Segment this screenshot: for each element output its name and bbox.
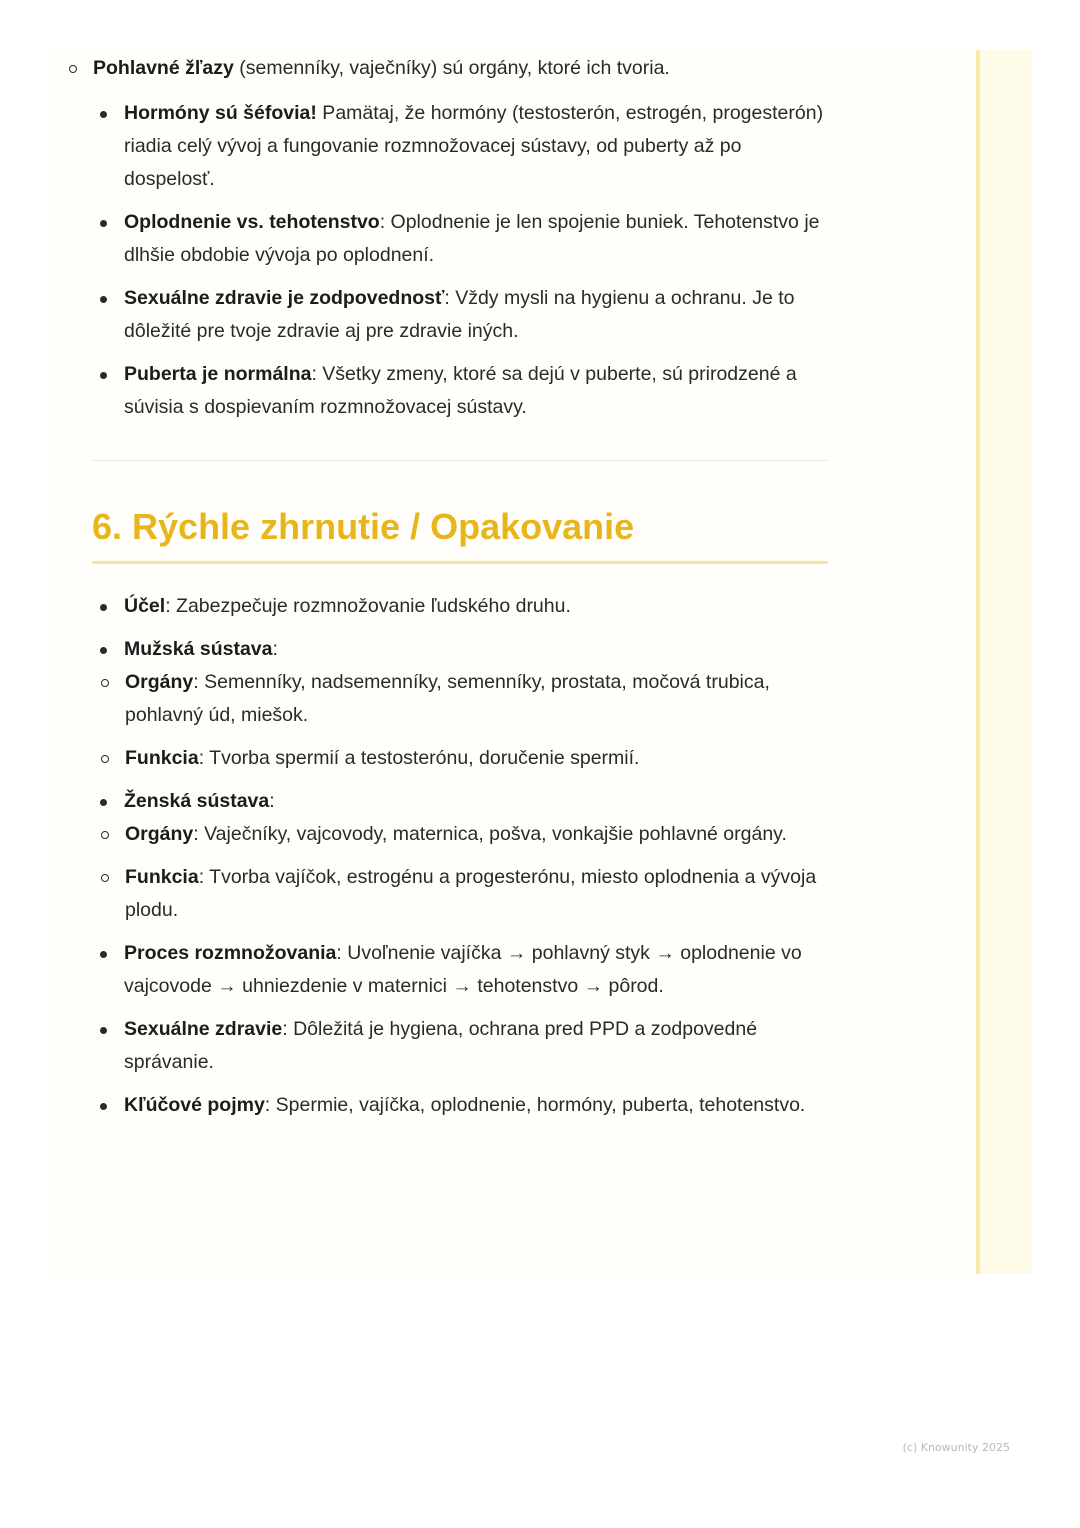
list-item-pohlavne-zlazy: Pohlavné žľazy (semenníky, vaječníky) sú orgány, ktoré ich tvoria. [60,52,828,85]
list-item-klucove-pojmy: Kľúčové pojmy: Spermie, vajíčka, oplodnenie, hormóny, puberta, tehotenstvo. [92,1089,828,1122]
list-item-male-organy: Orgány: Semenníky, nadsemenníky, semenníky, prostata, močová trubica, pohlavný úd, miešok. [92,666,828,732]
list-item-male-funkcia: Funkcia: Tvorba spermií a testosterónu, doručenie spermií. [92,742,828,775]
tips-list [92,97,828,424]
list-item-ucel: Účel: Zabezpečuje rozmnožovanie ľudského druhu. [92,590,828,623]
female-sub-list [124,818,828,927]
list-item-zenska-sustava: Ženská sústava: Orgány: Vaječníky, vajcovody, maternica, pošva, vonkajšie pohlavné orgány. Funkcia: Tvorba vajíčok, estrogénu a progesterónu, miesto oplodnenia a vývoja plodu. [92,785,828,927]
list-item-sexualne-zdravie: Sexuálne zdravie: Dôležitá je hygiena, ochrana pred PPD a zodpovedné správanie. [92,1013,828,1079]
list-item-female-funkcia: Funkcia: Tvorba vajíčok, estrogénu a progesterónu, miesto oplodnenia a vývoja plodu. [92,861,828,927]
copyright-footer: (c) Knowunity 2025 [902,1441,1010,1454]
list-item-proces: Proces rozmnožovania: Uvoľnenie vajíčka → pohlavný styk → oplodnenie vo vajcovode → uhniezdenie v maternici → tehotenstvo → pôrod. [92,937,828,1003]
continued-sub-list [92,52,828,85]
list-item-hormony: Hormóny sú šéfovia! Pamätaj, že hormóny (testosterón, estrogén, progesterón) riadia celý vývoj a fungovanie rozmnožovacej sústavy, od puberty až po dospelosť. [92,97,828,196]
list-item-puberta: Puberta je normálna: Všetky zmeny, ktoré sa dejú v puberte, sú prirodzené a súvisia s dospievaním rozmnožovacej sústavy. [92,358,828,424]
list-item-sexualne-zdravie-zodpovednost: Sexuálne zdravie je zodpovednosť: Vždy mysli na hygienu a ochranu. Je to dôležité pre tvoje zdravie aj pre zdravie iných. [92,282,828,348]
list-item-muzska-sustava: Mužská sústava: Orgány: Semenníky, nadsemenníky, semenníky, prostata, močová trubica, pohlavný úd, miešok. Funkcia: Tvorba spermií a testosterónu, doručenie spermií. [92,633,828,775]
list-item-female-organy: Orgány: Vaječníky, vajcovody, maternica, pošva, vonkajšie pohlavné orgány. [92,818,828,851]
list-item-oplodnenie: Oplodnenie vs. tehotenstvo: Oplodnenie je len spojenie buniek. Tehotenstvo je dlhšie obdobie vývoja po oplodnení. [92,206,828,272]
male-sub-list [124,666,828,775]
document-content [92,52,828,1132]
section-heading: 6. Rýchle zhrnutie / Opakovanie [92,505,828,564]
section-divider [92,460,828,461]
margin-stripe [976,50,1032,1274]
summary-list [92,590,828,1122]
